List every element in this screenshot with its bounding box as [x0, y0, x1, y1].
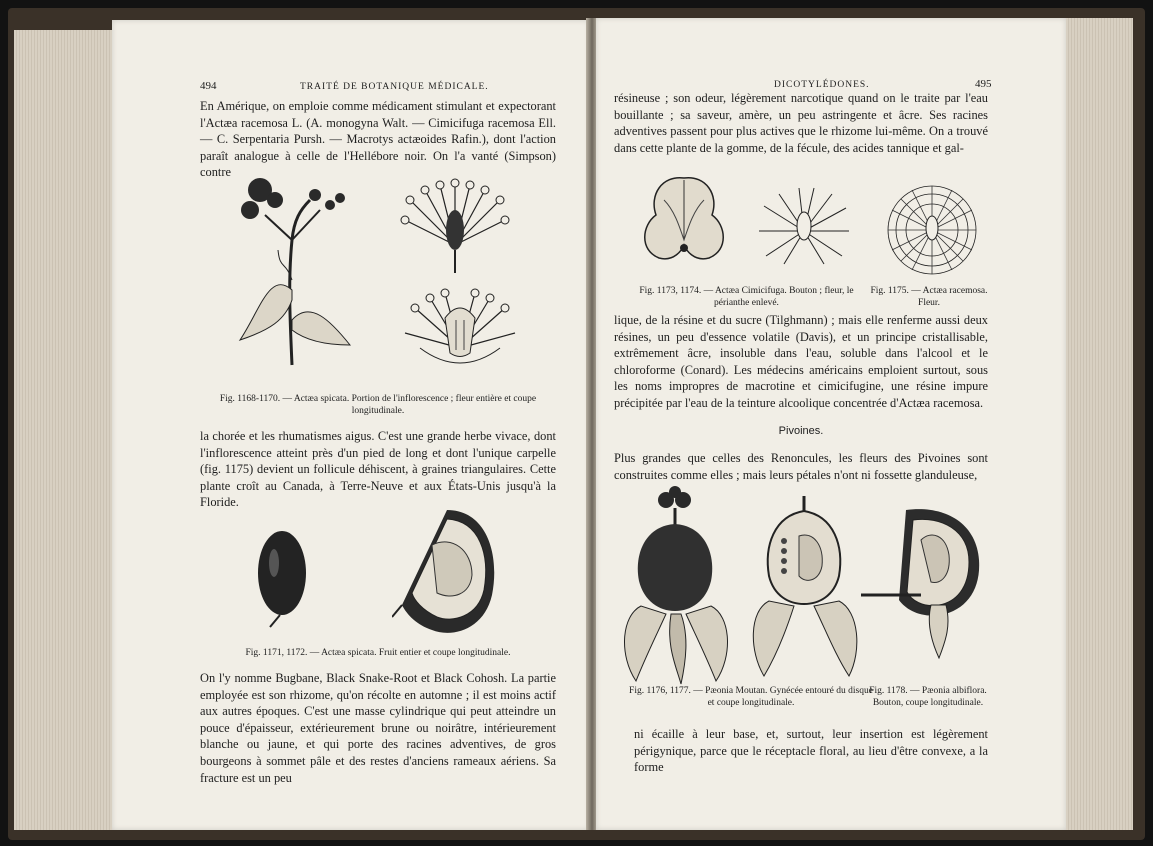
- right-paragraph-2: lique, de la résine et du sucre (Tilghmann) ; mais elle renferme aussi deux résines, un peu d'essence volatile (Davis), et un principe cristallisable, extrêmement âcre, insoluble dans l'eau, soluble dans l'alcool et le chloroforme (Conard). Les médecins américains emploient surtout, sous les noms impropres de macrotine et cimicifugine, une résine impure précipitée par l'eau de la teinture alcoolique concentrée d'Actæa racemosa.: [614, 313, 988, 410]
- figure-1168-plant: [230, 170, 360, 370]
- right-paragraph-1: résineuse ; son odeur, légèrement narcotique quand on le traite par l'eau bouillante ; sa saveur, amère, un peu astringente et âcre. Ses racines adventives passent pour plus actives que le rhizome lui-même. On a trouvé dans cette plante de la gomme, de la fécule, des acides tannique et gal-: [614, 91, 988, 155]
- figure-1175-flower: [882, 180, 982, 280]
- right-page-number: 495: [975, 78, 992, 90]
- figure-1178-bud-section: [861, 500, 986, 660]
- figure-1170-flower-section: [390, 288, 530, 378]
- section-heading-pivoines: Pivoines.: [778, 425, 824, 437]
- right-running-head: DICOTYLÉDONES.: [774, 80, 870, 90]
- figure-1177-section: [744, 486, 869, 686]
- left-paragraph-3: On l'y nomme Bugbane, Black Snake-Root et Black Cohosh. La partie employée est son rhizome, qu'on récolte en automne ; il est moins actif aux autres époques. C'est une masse cylindrique qui peut atteindre un pouce d'épaisseur, extérieurement brune ou noirâtre, intérieurement blanche ou jaune, et qui porte des racines adventives, de gros bourgeons à sommet pâle et des restes d'anciens rameaux aériens. Sa fracture est un peu: [200, 671, 556, 785]
- figure-1174-flower: [754, 186, 854, 266]
- right-caption-1: Fig. 1173, 1174. — Actæa Cimicifuga. Bouton ; fleur, le périanthe enlevé.: [639, 286, 854, 308]
- left-paragraph-2: la chorée et les rhumatismes aigus. C'est une grande herbe vivace, dont l'inflorescence atteint près d'un pied de long et dont l'unique carpelle (fig. 1175) devient un follicule déhiscent, à graines triangulaires. Cette plante croît au Canada, à Terre-Neuve et aux États-Unis jusqu'à la Floride.: [200, 429, 556, 510]
- right-caption-2: Fig. 1175. — Actæa racemosa. Fleur.: [870, 286, 988, 308]
- right-paragraph-3: Plus grandes que celles des Renoncules, les fleurs des Pivoines sont construites comme elles ; mais leurs pétales n'ont ni fossette glanduleuse,: [614, 451, 988, 482]
- left-page: [112, 20, 589, 830]
- right-caption-4: Fig. 1178. — Pæonia albiflora. Bouton, coupe longitudinale.: [869, 686, 987, 708]
- figure-1169-flower: [390, 175, 520, 275]
- figure-1173-bud: [634, 170, 734, 265]
- left-page-number: 494: [200, 80, 217, 92]
- figure-1172-fruit-section: [392, 505, 502, 640]
- left-running-head: TRAITÉ DE BOTANIQUE MÉDICALE.: [300, 82, 489, 92]
- left-caption-2: Fig. 1171, 1172. — Actæa spicata. Fruit entier et coupe longitudinale.: [245, 648, 511, 658]
- right-page: [596, 18, 1066, 830]
- left-caption-1: Fig. 1168-1170. — Actæa spicata. Portion de l'inflorescence ; fleur entière et coupe longitudinale.: [219, 394, 537, 416]
- right-paragraph-4: ni écaille à leur base, et, surtout, leur insertion est légèrement périgynique, parce que le réceptacle floral, au lieu d'être convexe, a la forme: [634, 727, 988, 775]
- page-edges-left: [14, 30, 114, 830]
- right-caption-3: Fig. 1176, 1177. — Pæonia Moutan. Gynécée entouré du disque et coupe longitudinale.: [629, 686, 873, 708]
- figure-1176-gynoecium: [621, 486, 731, 686]
- page-edges-right: [1063, 18, 1133, 830]
- left-paragraph-1: En Amérique, on emploie comme médicament stimulant et expectorant l'Actæa racemosa L. (A. monogyna Walt. — Cimicifuga racemosa Ell. — C. Serpentaria Pursh. — Macrotys actæoides Rafin.), dont l'action paraît analogue à celle de l'Hellébore noir. On l'a vanté (Simpson) contre: [200, 99, 556, 180]
- figure-1171-fruit: [252, 525, 312, 630]
